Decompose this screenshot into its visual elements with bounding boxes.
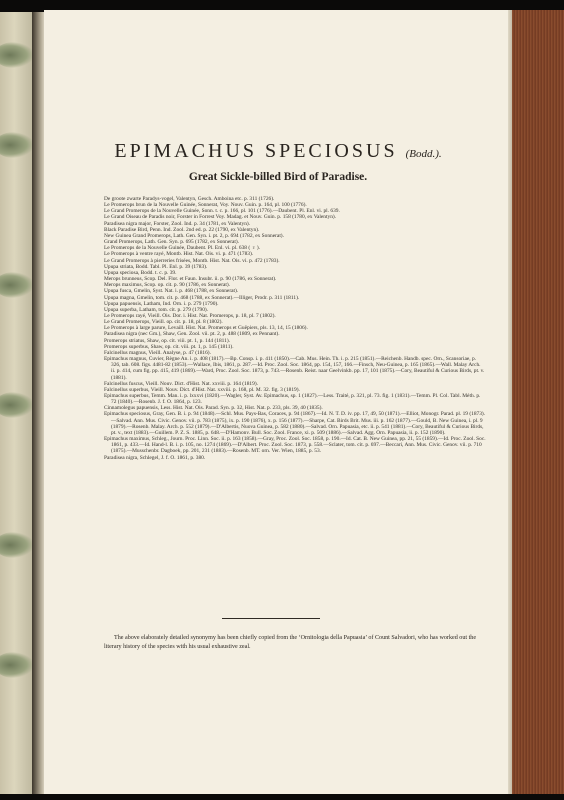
synonym-entry: Le Grand Oiseau de Paradis noir, Forster in Forrest Voy. Madag. et Nouv. Guin. p. 158 (1780, ex Valentyn). — [104, 214, 337, 221]
synonym-entry: Cinnamolegus papuensis, Less. Hist. Nat. Ois. Parad. Syn. p. 32, Hist. Nat. p. 233, pls. 39, 40 (1835). — [104, 405, 323, 412]
synonym-entry: Upupa papuensis, Latham, Ind. Orn. i. p. 279 (1790). — [104, 300, 219, 307]
synonym-entry: Paradisea nigra (nec Gm.), Shaw, Gen. Zool. vii. pt. 2, p. 488 (1809, ex Pennant). — [104, 331, 280, 338]
synonym-entry: Promerops superbus, Shaw, op. cit. viii. pt. 1, p. 145 (1811). — [104, 343, 234, 350]
synonym-entry: Upupa magna, Gmelin, tom. cit. p. 468 (1788, ex Sonnerat).—Illiger, Prodr. p. 311 (1811). — [104, 294, 300, 301]
synonym-entry: Epimachus speciosus, Gray, Gen. B. i. p. 94 (1848).—Schl. Mus. Pays-Bas, Coraces, p. 94 (1867).—Id. N. T. D. iv. pp. 17, 49, 50 (1871).—Elliot, Monogr. Parad. pl. 19 (1873).—Salvad. Ann. Mus. Civic. Genov. vii. p. 783 (1875), ix. p. 190 (1876), x. p. 156 (1877).—Sharpe, Cat. Birds Brit. Mus. iii. p. 162 (1877).—Gould, B. New Guinea, i. pl. 9 (1879).—Rosenb. Malay. Arch. p. 552 (1879).—D'Albertis, Nuova Guinea, p. 582 (1880).—Salvad. Orn. Papuasia, etc. ii. p. 541 (1881).—Cory, Beautiful & Curious Birds, pt. v., text (1883).—Guillem. P. Z. S. 1885, p. 648.—D'Hamonv. Bull. Soc. Zool. France, xi. p. 509 (1886).—Salvad. Agg. Orn. Papuasia, ii. p. 152 (1890). — [104, 411, 486, 436]
synonym-entry: Le Promerops rayé, Vieill. Ois. Dor. i. Hist. Nat. Promerops, p. 18, pl. 7 (1802). — [104, 312, 276, 319]
synonym-entry: Upupa speciosa, Bodd. t. c. p. 39. — [104, 269, 177, 276]
species-title — [44, 140, 512, 163]
species-authority: (Bodd.). — [405, 148, 442, 160]
synonym-entry: Le Promerops à large parure, Levaill. Hist. Nat. Promerops et Guêpiers, pls. 13, 14, 15 (1806). — [104, 325, 308, 332]
synonym-entry: New Guinea Grand Promerops, Lath. Gen. Syn. i. pt. 2, p. 694 (1782, ex Sonnerat). — [104, 232, 284, 239]
synonym-entry: Le Grand Promerops de la Nouvelle Guinée, Sonn. t. c. p. 166, pl. 101 (1776).—Daubent. Pl. Enl. vi. pl. 639. — [104, 208, 340, 215]
species-name: EPIMACHUS SPECIOSUS — [114, 140, 398, 162]
synonym-entry: Epimachus maximus, Schleg., Journ. Proc. Linn. Soc. ii. p. 163 (1858).—Gray, Proc. Zool. Soc. 1858, p. 190.—Id. Cat. B. New Guinea, pp. 21, 55 (1859).—Id. Proc. Zool. Soc. 1861, p. 433.—Id. Hand-l. B. i. p. 105, no. 1274 (1869).—D'Albert. Proc. Zool. Soc. 1873, p. 558.—Sclater, tom. cit. p. 697.—Beccari, Ann. Mus. Civic. Genov. vii. p. 710 (1875).—Musschenbr. Dagboek, pp. 201, 231 (1883).—Rosenb. MT. orn. Ver. Wien, 1885, p. 53. — [104, 436, 486, 455]
synonym-entry: Merops brunneus, Scop. Del. Flor. et Faun. Insubr. ii. p. 90 (1786, ex Sonnerat). — [104, 276, 277, 283]
synonym-entry: Epimachus magnus, Cuvier, Règne An. i. p. 408 (1817).—Bp. Consp. i. p. 411 (1850).—Cab. Mus. Hein. Th. i. p. 215 (1851).—Reichenb. Handb. spec. Orn., Scansoriae, p. 326, tab. 608. figs. 4481-82 (1853).—Wallace, Ibis, 1861, p. 287.—Id. Proc. Zool. Soc. 1864, pp. 154, 157, 166.—Finsch, Neu-Guinea, p. 165 (1865).—Wall. Malay Arch. ii. p. 414, cum fig. pp. 415, 419 (1869).—Ward, Proc. Zool. Soc. 1873, p. 743.—Rosenb. Reist. naar Geelvinkb. pp. 17, 101 (1875).—Cory, Beautiful & Curious Birds, pt. v. (1881). — [104, 356, 485, 381]
synonym-entry: Merops maximus, Scop. op. cit. p. 90 (1786, ex Sonnerat). — [104, 282, 231, 289]
synonym-entry: Falcinellus fuscus, Vieill. Nouv. Dict. d'Hist. Nat. xxviii. p. 164 (1819). — [104, 380, 258, 387]
synonym-entry: Upupa superba, Latham, tom. cit. p. 279 (1790). — [104, 306, 209, 313]
synonym-entry: Paradisea nigra, Schlegel, J. f. O. 1861, p. 380. — [104, 454, 206, 461]
synonym-entry: Epimachus superbus, Temm. Man. i. p. lxxxvi (1820).—Wagler, Syst. Av. Epimachus, sp. 1 (1827).—Less. Traité, p. 321, pl. 73. fig. 1 (1831).—Temm. Pl. Col. Tabl. Méth. p. 72 (1840).—Rosenb. J. f. O. 1864, p. 123. — [104, 393, 481, 406]
synonym-entry: Upupa striata, Bodd. Tabl. Pl. Enl. p. 39 (1783). — [104, 263, 208, 270]
synonym-entry: Falcinellus magnus, Vieill. Analyse, p. 47 (1816). — [104, 349, 211, 356]
book-fore-edge — [512, 10, 564, 794]
common-name: Great Sickle-billed Bird of Paradise. — [188, 171, 368, 183]
synonym-entry: Upupa fusca, Gmelin, Syst. Nat. i. p. 468 (1788, ex Sonnerat). — [104, 288, 239, 295]
synonym-entry: Le Promerops à ventre rayé, Montb. Hist. Nat. Ois. vi. p. 471 (1783). — [104, 251, 254, 258]
facing-plate-edge — [0, 12, 36, 794]
synonym-entry: Black Paradise Bird, Penn. Ind. Zool. 2nd ed. p. 22 (1790, ex Valentyn). — [104, 226, 260, 233]
synonym-entry: Promerops striatus, Shaw, op. cit. viii. pt. 1, p. 144 (1811). — [104, 337, 230, 344]
synonym-entry: Le Promerops brun de la Nouvelle Guinée, Sonnerat, Voy. Nouv. Guin. p. 164, pl. 100 (1776). — [104, 202, 307, 209]
synonym-entry: Le Grand Promerops à pierreries frisées, Montb. Hist. Nat. Ois. vi. p. 472 (1783). — [104, 257, 280, 264]
synonym-entry: Falcinellus superbus, Vieill. Nouv. Dict. d'Hist. Nat. xxviii. p. 168, pl. M. 32. fig. 3 (1819). — [104, 386, 300, 393]
synonym-entry: Grand Promerops, Lath. Gen. Syn. p. 695 (1782, ex Sonnerat). — [104, 239, 240, 246]
section-divider — [222, 618, 320, 619]
synonym-entry: Le Promerops de la Nouvelle Guinée, Daubent. Pl. Enl. vi. pl. 638 ( ♀ ). — [104, 245, 260, 252]
synonym-entry: Paradisea nigra major, Forster, Zool. Ind. p. 34 (1781, ex Valentyn). — [104, 220, 251, 227]
text-page — [44, 10, 512, 794]
synonymy-list — [104, 196, 486, 461]
synonymy-note: The above elaborately detailed synonymy has been chiefly copied from the ‘Ornitologia della Papuasia’ of Count Salvadori, who has worked out the literary history of the species with his usual exhaustive zeal. — [104, 635, 477, 650]
synonym-entry: De groote zwarte Paradys-vogel, Valentyn, Gesch. Amboina etc. p. 311 (1726). — [104, 196, 275, 202]
synonym-entry: Le Grand Promerops, Vieill. op. cit. p. 18, pl. 8 (1802). — [104, 319, 223, 326]
